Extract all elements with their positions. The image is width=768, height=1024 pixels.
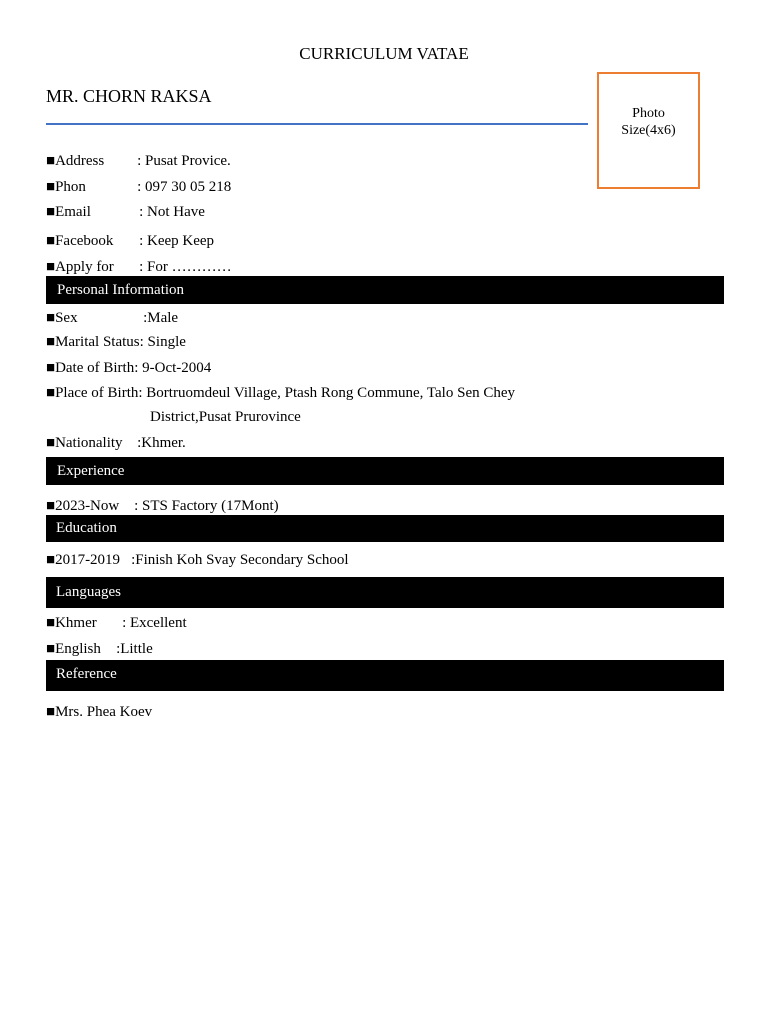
photo-placeholder <box>597 72 700 189</box>
bullet-marker: ■ <box>46 233 56 249</box>
contact-value: : Keep Keep <box>139 233 215 249</box>
language-name: Khmer <box>55 615 97 631</box>
photo-size-label: Size(4x6) <box>621 123 676 138</box>
section-header-personal: Personal Information <box>46 276 724 304</box>
document-title: CURRICULUM VATAE <box>299 44 469 63</box>
contact-value: : Not Have <box>139 204 205 220</box>
section-header-languages: Languages <box>46 577 724 608</box>
contact-facebook-row <box>46 232 214 250</box>
language-level: :Little <box>116 641 153 657</box>
section-header-reference: Reference <box>46 660 724 691</box>
contact-apply-row <box>46 258 232 276</box>
section-header-experience: Experience <box>46 457 724 485</box>
bullet-marker: ■ <box>46 435 56 451</box>
field-value: :Male <box>143 310 179 326</box>
bullet-marker: ■ <box>46 641 56 657</box>
experience-item <box>46 497 279 515</box>
personal-nationality-row <box>46 434 186 452</box>
field-label: Sex <box>55 310 78 326</box>
reference-item <box>46 703 152 721</box>
bullet-marker: ■ <box>46 310 56 326</box>
applicant-name: MR. CHORN RAKSA <box>46 86 212 106</box>
language-english-row <box>46 640 153 658</box>
personal-pob-row <box>46 384 515 402</box>
contact-value: : 097 30 05 218 <box>137 179 232 195</box>
bullet-marker: ■ <box>46 259 56 275</box>
contact-label: Facebook <box>55 233 114 249</box>
bullet-marker: ■ <box>46 704 56 720</box>
field-value: :Khmer. <box>137 435 186 451</box>
contact-phone-row <box>46 178 231 196</box>
contact-email-row <box>46 203 205 221</box>
language-level: : Excellent <box>122 615 187 631</box>
contact-label: Apply for <box>55 259 114 275</box>
contact-label: Address <box>55 153 105 169</box>
contact-address-row <box>46 152 231 170</box>
bullet-marker: ■ <box>46 498 56 514</box>
bullet-marker: ■ <box>46 615 56 631</box>
field-text: Marital Status: Single <box>55 334 186 350</box>
bullet-marker: ■ <box>46 360 56 376</box>
header-divider <box>46 123 588 125</box>
bullet-marker: ■ <box>46 385 56 401</box>
contact-label: Phon <box>55 179 86 195</box>
experience-period: 2023-Now <box>55 498 120 514</box>
education-detail: :Finish Koh Svay Secondary School <box>131 552 349 568</box>
bullet-marker: ■ <box>46 204 56 220</box>
language-name: English <box>55 641 101 657</box>
bullet-marker: ■ <box>46 552 56 568</box>
personal-pob-continuation: District,Pusat Prurovince <box>150 409 301 425</box>
personal-sex-row <box>46 309 178 327</box>
education-period: 2017-2019 <box>55 552 121 568</box>
field-text: Place of Birth: Bortruomdeul Village, Ptash Rong Commune, Talo Sen Chey <box>55 385 516 401</box>
experience-detail: : STS Factory (17Mont) <box>134 498 279 514</box>
language-khmer-row <box>46 614 187 632</box>
photo-label: Photo <box>632 106 665 121</box>
field-text: Date of Birth: 9-Oct-2004 <box>55 360 212 376</box>
personal-marital-row <box>46 333 186 351</box>
reference-name: Mrs. Phea Koev <box>55 704 153 720</box>
bullet-marker: ■ <box>46 334 56 350</box>
bullet-marker: ■ <box>46 179 56 195</box>
education-item <box>46 551 349 569</box>
contact-label: Email <box>55 204 91 220</box>
contact-value: : For ………… <box>139 259 232 275</box>
field-label: Nationality <box>55 435 123 451</box>
section-header-education: Education <box>46 515 724 542</box>
contact-value: : Pusat Provice. <box>137 153 231 169</box>
personal-dob-row <box>46 359 211 377</box>
bullet-marker: ■ <box>46 153 56 169</box>
